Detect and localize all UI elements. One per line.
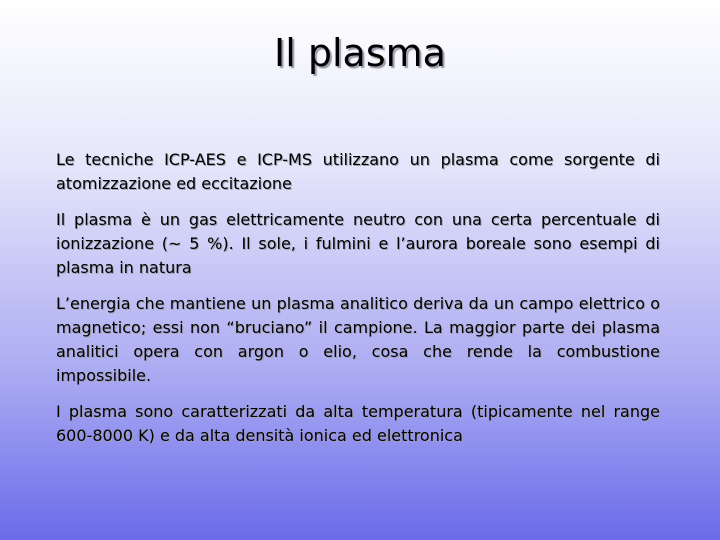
paragraph-plasma-energy: L’energia che mantiene un plasma analitico deriva da un campo elettrico o magnetico; essi non “bruciano” il campione. La maggior parte dei plasma analitici opera con argon o elio, cosa che rende la combustione impossibile.: [56, 294, 660, 385]
paragraph-icp-techniques: Le tecniche ICP-AES e ICP-MS utilizzano un plasma come sorgente di atomizzazione ed eccitazione: [56, 150, 660, 193]
slide-body: [56, 148, 660, 460]
paragraph-plasma-definition: Il plasma è un gas elettricamente neutro con una certa percentuale di ionizzazione (~ 5 %). Il sole, i fulmini e l’aurora boreale sono esempi di plasma in natura: [56, 210, 660, 277]
paragraph-plasma-properties: I plasma sono caratterizzati da alta temperatura (tipicamente nel range 600-8000 K) e da alta densità ionica ed elettronica: [56, 402, 660, 445]
slide-title: Il plasma: [274, 31, 446, 75]
